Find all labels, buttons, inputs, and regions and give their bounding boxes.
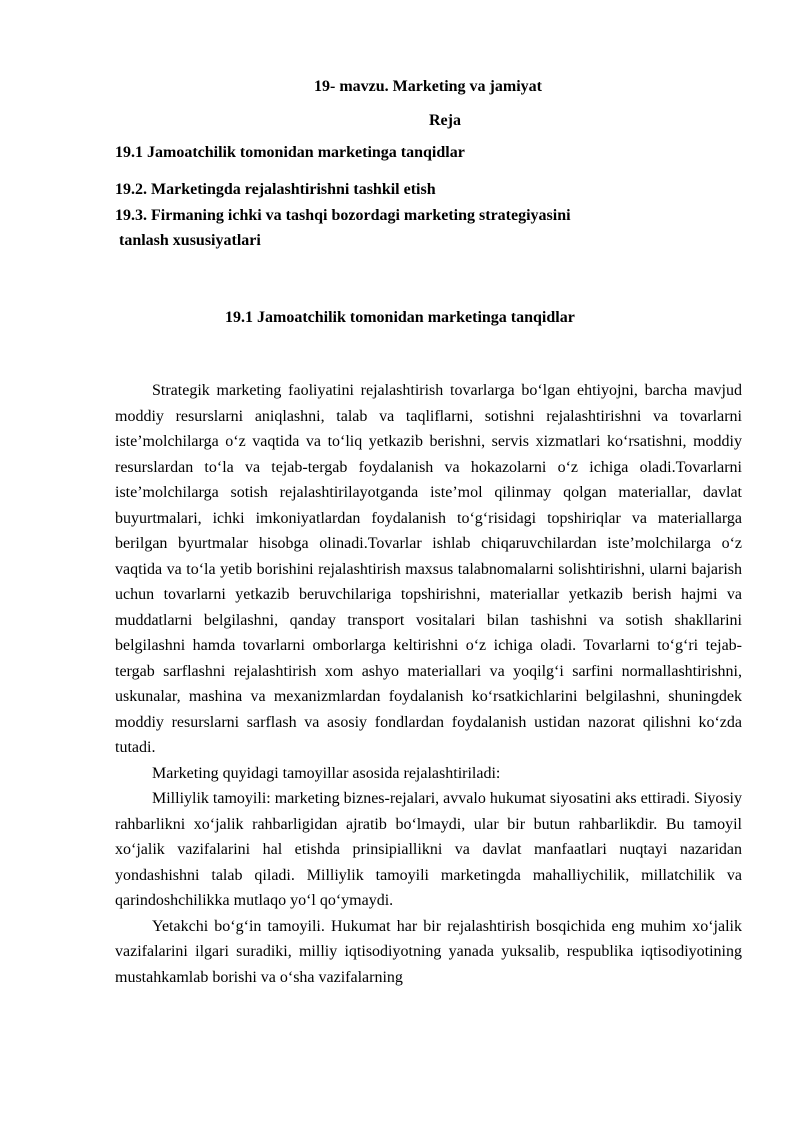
- body-text: [115, 378, 742, 990]
- plan-item-3: 19.3. Firmaning ichki va tashqi bozordagi marketing strategiyasini: [115, 207, 571, 224]
- paragraph-strategic-planning: Strategik marketing faoliyatini rejalashtirish tovarlarga bo‘lgan ehtiyojni, barcha mavjud moddiy resurslarni aniqlashni, talab va taqliflarni, sotishni rejalashtirishni va tovarlarni iste’molchilarga o‘z vaqtida va to‘liq yetkazib berishni, servis xizmatlari ko‘rsatishni, moddiy resurslardan to‘la va tejab-tergab foydalanish va hokazolarni o‘z ichiga oladi.Tovarlarni iste’molchilarga sotish rejalashtirilayotganda iste’mol qilinmay qolgan materiallar, davlat buyurtmalari, ichki imkoniyatlardan foydalanish to‘g‘risidagi topshiriqlar va materiallarga berilgan byurtmalar hisobga olinadi.Tovarlar ishlab chiqaruvchilardan iste’molchilarga o‘z vaqtida va to‘la yetib borishini rejalashtirish maxsus talabnomalarni solishtirishni, ularni bajarish uchun tovarlarni yetkazib beruvchilariga topshirishni, materiallar yetkazib berish hajmi va muddatlarni belgilashni, qanday transport vositalari bilan tashishni va sotish shakllarini belgilashni hamda tovarlarni omborlarga keltirishni o‘z ichiga oladi. Tovarlarni to‘g‘ri tejab-tergab sarflashni rejalashtirish xom ashyo materiallari va yoqilg‘i sarfini normallashtirishni, uskunalar, mashina va mexanizmlardan foydalanish ko‘rsatkichlarini belgilashni, shuningdek moddiy resurslarni sarflash va asosiy fondlardan foydalanish ustidan nazorat qilishni ko‘zda tutadi.: [115, 382, 742, 756]
- section-heading: 19.1 Jamoatchilik tomonidan marketinga tanqidlar: [225, 309, 575, 326]
- plan-item-1: 19.1 Jamoatchilik tomonidan marketinga tanqidlar: [115, 144, 465, 161]
- paragraph-nationality-principle: Milliylik tamoyili: marketing biznes-rejalari, avvalo hukumat siyosatini aks ettiradi. Siyosiy rahbarlikni xo‘jalik rahbarligidan ajratib bo‘lmaydi, ular bir butun rahbarlikdir. Bu tamoyil xo‘jalik vazifalarini hal etishda prinsipiallikni va davlat manfaatlari nuqtayi nazaridan yondashishni talab qiladi. Milliylik tamoyili marketingda mahalliychilik, millatchilik va qarindoshchilikka mutlaqo yo‘l qo‘ymaydi.: [115, 790, 742, 909]
- plan-title: Reja: [429, 112, 461, 129]
- paragraph-principles-intro: Marketing quyidagi tamoyillar asosida rejalashtiriladi:: [152, 764, 501, 782]
- plan-item-2: 19.2. Marketingda rejalashtirishni tashkil etish: [115, 181, 436, 198]
- topic-title: 19- mavzu. Marketing va jamiyat: [314, 78, 542, 95]
- plan-item-3-continuation: tanlash xususiyatlari: [119, 232, 261, 249]
- paragraph-leading-link-principle: Yetakchi bo‘g‘in tamoyili. Hukumat har bir rejalashtirish bosqichida eng muhim xo‘jalik vazifalarini ilgari suradiki, milliy iqtisodiyotning yanada yuksalib, respublika iqtisodiyotining mustahkamlab borishi va o‘sha vazifalarning: [115, 917, 742, 986]
